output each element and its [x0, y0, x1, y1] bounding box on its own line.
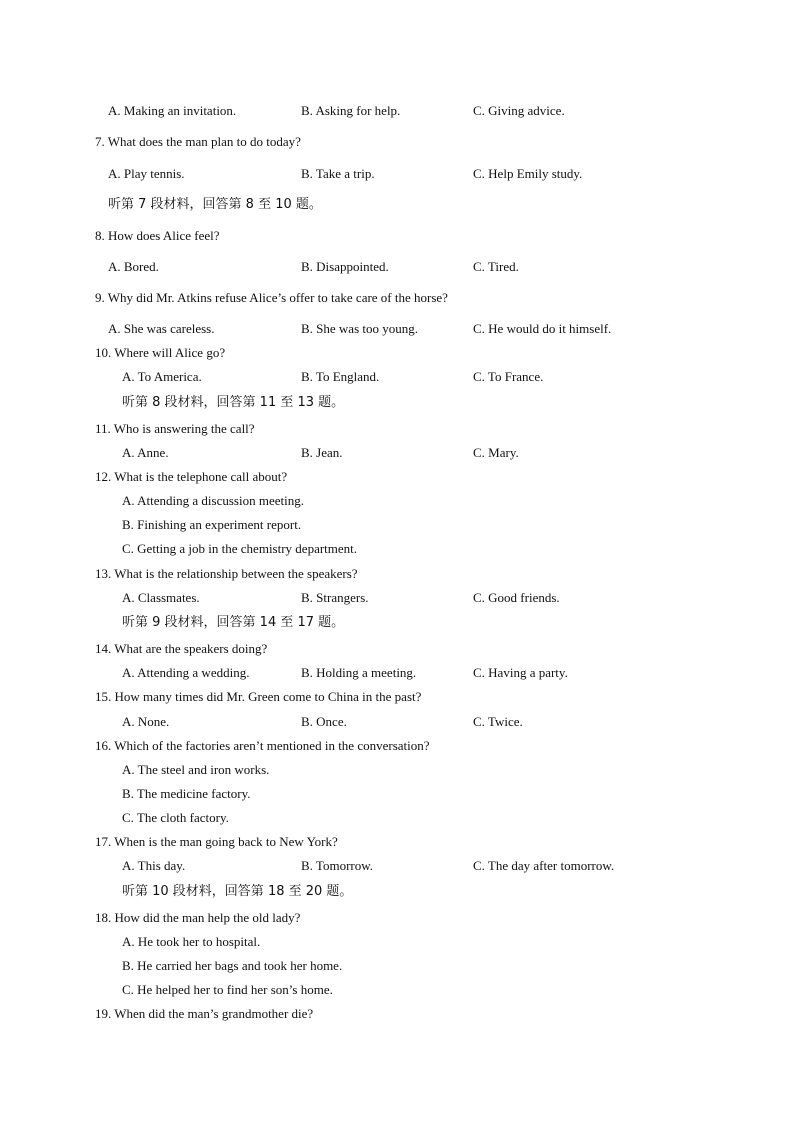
section-instruction: 听第 7 段材料，回答第 8 至 10 题。 — [108, 197, 322, 212]
answer-option: A. Attending a wedding. — [122, 665, 250, 680]
answer-option: C. Twice. — [473, 714, 523, 729]
answer-option: C. He would do it himself. — [473, 321, 612, 336]
question-text: 16. Which of the factories aren’t mentioned in the conversation? — [95, 738, 430, 753]
answer-option: C. He helped her to find her son’s home. — [122, 982, 333, 997]
section-instruction: 听第 10 段材料，回答第 18 至 20 题。 — [122, 884, 353, 899]
question-text: 9. Why did Mr. Atkins refuse Alice’s offer to take care of the horse? — [95, 290, 448, 305]
question-text: 18. How did the man help the old lady? — [95, 910, 301, 925]
question-text: 8. How does Alice feel? — [95, 228, 220, 243]
answer-option: B. The medicine factory. — [122, 786, 251, 801]
answer-option: C. Mary. — [473, 445, 519, 460]
answer-option: B. Take a trip. — [301, 166, 375, 181]
answer-option: C. The cloth factory. — [122, 810, 229, 825]
answer-option: B. Strangers. — [301, 590, 369, 605]
question-text: 13. What is the relationship between the speakers? — [95, 566, 358, 581]
answer-option: A. She was careless. — [108, 321, 215, 336]
answer-option: B. She was too young. — [301, 321, 418, 336]
answer-option: A. To America. — [122, 369, 202, 384]
answer-option: C. Good friends. — [473, 590, 560, 605]
answer-option: C. The day after tomorrow. — [473, 858, 615, 873]
answer-option: A. The steel and iron works. — [122, 762, 270, 777]
answer-option: C. To France. — [473, 369, 544, 384]
question-text: 10. Where will Alice go? — [95, 345, 226, 360]
answer-option: B. Finishing an experiment report. — [122, 517, 302, 532]
answer-option: B. Tomorrow. — [301, 858, 374, 873]
answer-option: B. Holding a meeting. — [301, 665, 417, 680]
answer-option: C. Having a party. — [473, 665, 568, 680]
answer-option: B. Asking for help. — [301, 103, 401, 118]
answer-option: A. Attending a discussion meeting. — [122, 493, 304, 508]
answer-option: A. Play tennis. — [108, 166, 185, 181]
question-text: 15. How many times did Mr. Green come to China in the past? — [95, 689, 422, 704]
question-text: 17. When is the man going back to New York? — [95, 834, 338, 849]
question-text: 12. What is the telephone call about? — [95, 469, 288, 484]
answer-option: C. Help Emily study. — [473, 166, 583, 181]
answer-option: B. Jean. — [301, 445, 343, 460]
question-text: 19. When did the man’s grandmother die? — [95, 1006, 314, 1021]
answer-option: C. Tired. — [473, 259, 519, 274]
answer-option: B. He carried her bags and took her home. — [122, 958, 343, 973]
answer-option: A. Bored. — [108, 259, 159, 274]
answer-option: B. Once. — [301, 714, 347, 729]
answer-option: C. Giving advice. — [473, 103, 565, 118]
answer-option: A. Anne. — [122, 445, 169, 460]
answer-option: A. He took her to hospital. — [122, 934, 261, 949]
answer-option: A. Making an invitation. — [108, 103, 237, 118]
answer-option: C. Getting a job in the chemistry department. — [122, 541, 358, 556]
answer-option: A. None. — [122, 714, 170, 729]
question-text: 7. What does the man plan to do today? — [95, 134, 301, 149]
answer-option: A. This day. — [122, 858, 186, 873]
answer-option: A. Classmates. — [122, 590, 200, 605]
answer-option: B. Disappointed. — [301, 259, 389, 274]
section-instruction: 听第 8 段材料，回答第 11 至 13 题。 — [122, 395, 345, 410]
question-text: 11. Who is answering the call? — [95, 421, 255, 436]
answer-option: B. To England. — [301, 369, 380, 384]
section-instruction: 听第 9 段材料，回答第 14 至 17 题。 — [122, 615, 345, 630]
question-text: 14. What are the speakers doing? — [95, 641, 268, 656]
